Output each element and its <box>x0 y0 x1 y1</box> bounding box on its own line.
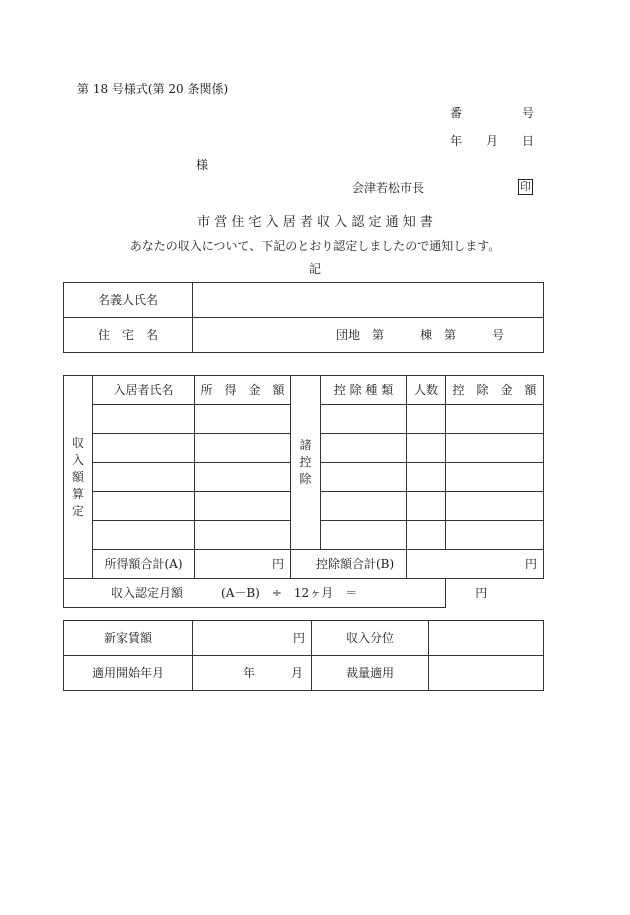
rent-table <box>63 620 544 691</box>
income-class-value <box>429 621 544 656</box>
form-number: 第 18 号様式(第 20 条関係) <box>77 82 229 96</box>
cell <box>93 434 195 463</box>
cell <box>446 434 544 463</box>
income-calc-side-label: 収入額算定 <box>71 435 84 518</box>
header-income-amount: 所 得 金 額 <box>195 376 291 405</box>
start-month-label: 適用開始年月 <box>64 656 193 691</box>
new-rent-label: 新家賃額 <box>64 621 193 656</box>
deduction-total-yen: 円 <box>407 550 544 579</box>
issuer-name: 会津若松市長 <box>352 181 425 195</box>
cell <box>407 463 446 492</box>
cell <box>93 521 195 550</box>
discretion-value <box>429 656 544 691</box>
monthly-income-yen: 円 <box>475 586 488 600</box>
cell <box>446 405 544 434</box>
house-label: 住 宅 名 <box>64 318 193 353</box>
discretion-label: 裁量適用 <box>312 656 429 691</box>
income-calc-table <box>63 375 544 608</box>
cell <box>407 492 446 521</box>
deductions-label: 諸控除 <box>299 438 312 486</box>
intro-text: あなたの収入について、下記のとおり認定しましたので通知します。 <box>129 239 501 253</box>
deductions-label-cell <box>291 376 321 550</box>
income-total-label: 所得額合計(A) <box>93 550 195 579</box>
header-deduction-amount: 控 除 金 額 <box>446 376 544 405</box>
name-label: 名義人氏名 <box>64 283 193 318</box>
cell <box>195 463 291 492</box>
cell <box>321 521 407 550</box>
header-resident-name: 入居者氏名 <box>93 376 195 405</box>
cell <box>195 405 291 434</box>
seal-mark: 印 <box>520 180 531 193</box>
monthly-income-label: 収入認定月額 <box>111 586 184 600</box>
tenant-table <box>63 282 544 353</box>
start-month-value <box>193 656 312 691</box>
deduction-total-label-cell <box>291 550 407 579</box>
cell <box>195 492 291 521</box>
document-title: 市 営 住 宅 入 居 者 収 入 認 定 通 知 書 <box>197 215 433 230</box>
cell <box>321 463 407 492</box>
cell <box>321 434 407 463</box>
cell <box>446 463 544 492</box>
header-count: 人数 <box>407 376 446 405</box>
cell <box>93 463 195 492</box>
income-class-label: 収入分位 <box>312 621 429 656</box>
cell <box>195 434 291 463</box>
cell <box>321 405 407 434</box>
document-number-label: 番 号 <box>450 106 535 120</box>
start-month: 月 <box>291 666 304 680</box>
recipient-suffix: 様 <box>196 158 209 172</box>
house-value: 団地 第 棟 第 号 <box>336 328 505 342</box>
deduction-total-label: 控除額合計(B) <box>316 557 395 571</box>
cell <box>93 492 195 521</box>
cell <box>407 521 446 550</box>
ki-label: 記 <box>308 262 321 276</box>
cell <box>321 492 407 521</box>
income-total-yen: 円 <box>195 550 291 579</box>
start-year: 年 <box>243 666 256 680</box>
cell <box>407 405 446 434</box>
name-value-cell <box>193 283 544 318</box>
monthly-income-row <box>64 579 488 608</box>
cell <box>446 521 544 550</box>
header-deduction-type: 控 除 種 類 <box>321 376 407 405</box>
date-label: 年 月 日 <box>450 134 535 148</box>
monthly-income-formula: (A－B) ÷ 12ヶ月 ＝ <box>221 586 358 600</box>
new-rent-yen: 円 <box>193 621 312 656</box>
house-value-cell <box>193 318 544 353</box>
cell <box>93 405 195 434</box>
cell <box>195 521 291 550</box>
cell <box>446 492 544 521</box>
income-calc-side-label-cell <box>64 376 93 579</box>
cell <box>407 434 446 463</box>
